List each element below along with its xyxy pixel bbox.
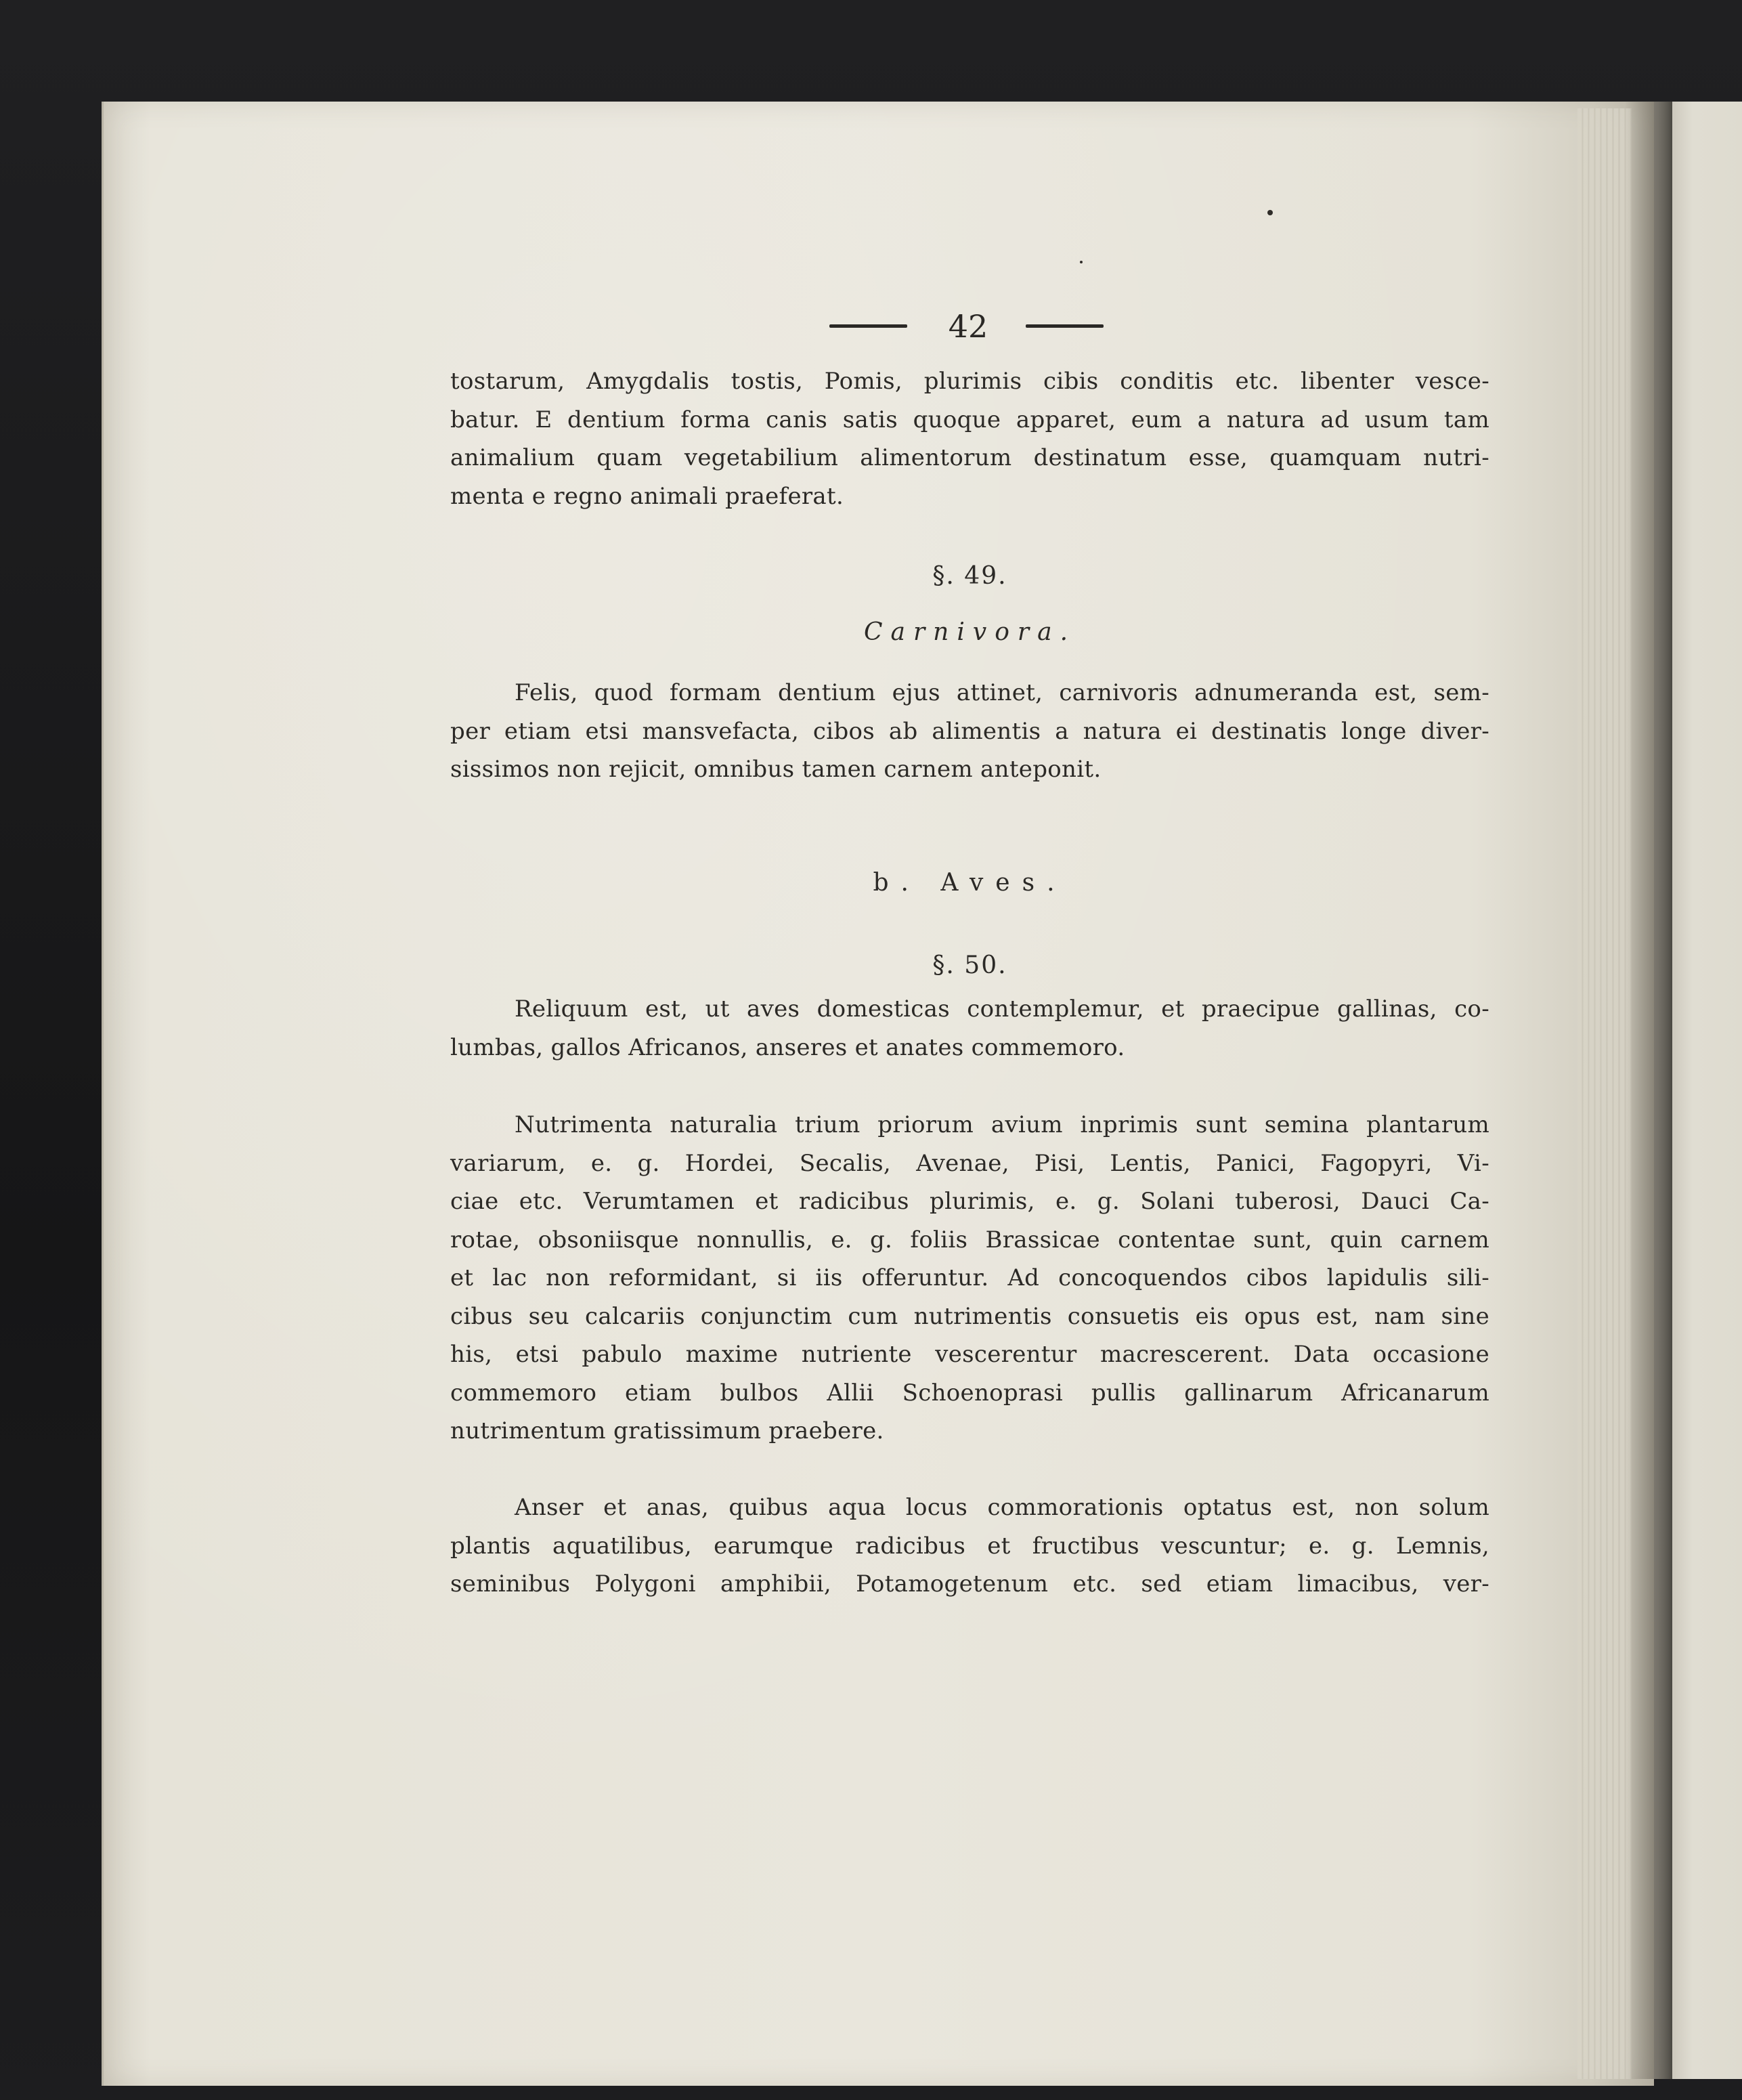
text-line: animalium quam vegetabilium alimentorum destinatum esse, quamquam nutri- xyxy=(450,444,1489,471)
text-line: sissimos non rejicit, omnibus tamen carnem anteponit. xyxy=(450,756,1102,783)
page-stack-edges xyxy=(1577,108,1632,2079)
text-line: et lac non reformidant, si iis offeruntur. Ad concoquendos cibos lapidulis sili- xyxy=(450,1264,1489,1291)
paragraph-nutrimenta xyxy=(450,1106,1489,1451)
text-line: his, etsi pabulo maxime nutriente vescerentur macrescerent. Data occasione xyxy=(450,1341,1489,1368)
page-header xyxy=(829,308,1127,349)
text-line: batur. E dentium forma canis satis quoque apparet, eum a natura ad usum tam xyxy=(450,406,1489,433)
text-line: cibus seu calcariis conjunctim cum nutrimentis consuetis eis opus est, nam sine xyxy=(450,1302,1489,1330)
paragraph-felis xyxy=(450,674,1489,789)
text-line: menta e regno animali praeferat. xyxy=(450,482,844,510)
text-line: lumbas, gallos Africanos, anseres et anates commemoro. xyxy=(450,1033,1125,1061)
section-49-heading: §. 49. xyxy=(932,562,1007,590)
gutter-shadow xyxy=(1625,102,1672,2079)
text-line: Reliquum est, ut aves domesticas contemplemur, et praecipue gallinas, co- xyxy=(515,995,1489,1023)
text-line: per etiam etsi mansvefacta, cibos ab alimentis a natura ei destinatis longe diver- xyxy=(450,717,1489,745)
text-line: plantis aquatilibus, earumque radicibus et fructibus vescuntur; e. g. Lemnis, xyxy=(450,1532,1489,1560)
ink-speck xyxy=(1267,210,1273,215)
text-line: Felis, quod formam dentium ejus attinet, carnivoris adnumeranda est, sem- xyxy=(515,679,1489,706)
header-rule-right xyxy=(1026,324,1104,328)
text-line: Nutrimenta naturalia trium priorum avium inprimis sunt semina plantarum xyxy=(515,1111,1489,1138)
page-number: 42 xyxy=(948,308,988,345)
paragraph-reliquum xyxy=(450,990,1489,1067)
text-line: commemoro etiam bulbos Allii Schoenoprasi pullis gallinarum Africanarum xyxy=(450,1379,1489,1407)
text-line: seminibus Polygoni amphibii, Potamogetenum etc. sed etiam limacibus, ver- xyxy=(450,1570,1489,1598)
text-line: Anser et anas, quibus aqua locus commorationis optatus est, non solum xyxy=(515,1494,1489,1521)
text-line: ciae etc. Verumtamen et radicibus plurimis, e. g. Solani tuberosi, Dauci Ca- xyxy=(450,1188,1489,1215)
section-50-heading: §. 50. xyxy=(932,951,1007,979)
paragraph-continuation xyxy=(450,362,1489,515)
text-line: rotae, obsoniisque nonnullis, e. g. foliis Brassicae contentae sunt, quin carnem xyxy=(450,1226,1489,1253)
ink-speck xyxy=(1080,261,1083,263)
text-line: nutrimentum gratissimum praebere. xyxy=(450,1417,884,1444)
carnivora-heading: Carnivora. xyxy=(863,618,1076,646)
text-line: variarum, e. g. Hordei, Secalis, Avenae, Pisi, Lentis, Panici, Fagopyri, Vi- xyxy=(450,1149,1489,1177)
header-rule-left xyxy=(829,324,907,328)
aves-heading: b. Aves. xyxy=(873,869,1067,897)
text-line: tostarum, Amygdalis tostis, Pomis, plurimis cibis conditis etc. libenter vesce- xyxy=(450,368,1489,395)
paragraph-anser xyxy=(450,1488,1489,1604)
